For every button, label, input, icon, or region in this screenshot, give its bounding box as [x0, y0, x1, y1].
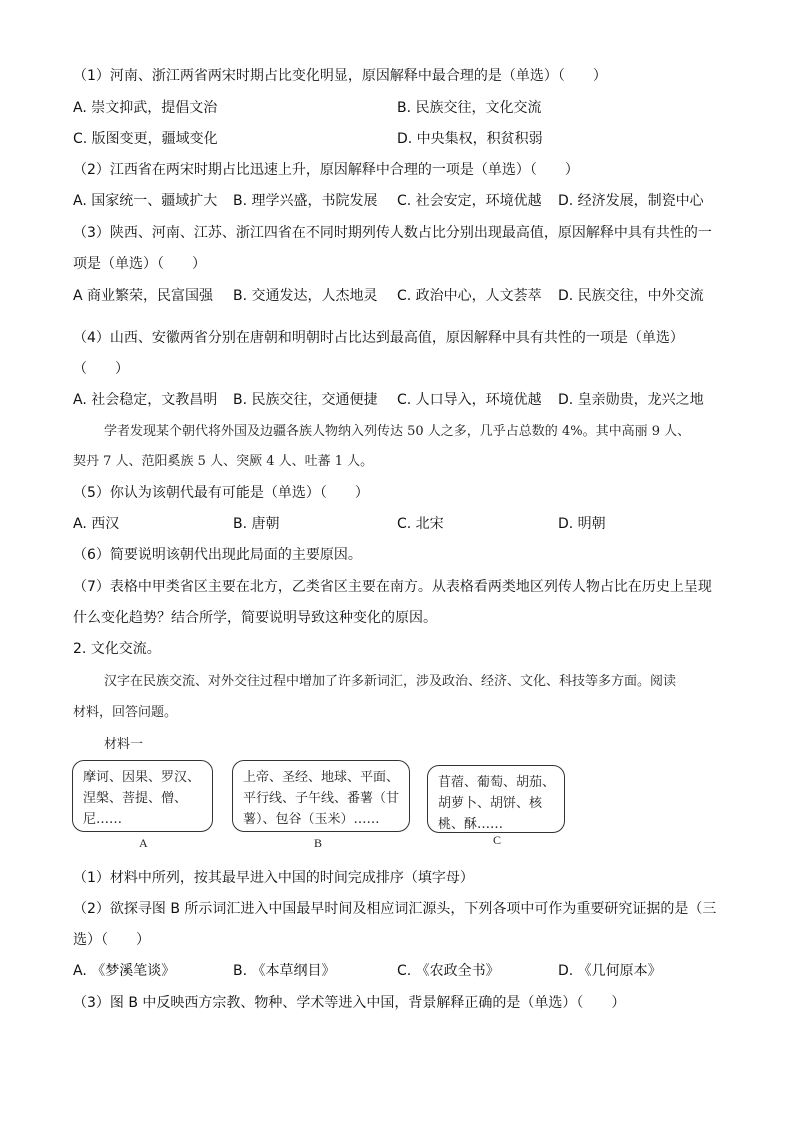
section-2-heading: 2. 文化交流。 — [73, 641, 161, 657]
box-line: 苜蓿、葡萄、胡茄、 — [438, 775, 556, 790]
question-1-4-line1: （4）山西、安徽两省分别在唐朝和明朝时占比达到最高值，原因解释中具有共性的一项是（单选） — [73, 330, 684, 346]
intro-text-line1: 汉字在民族交流、对外交往过程中增加了许多新词汇，涉及政治、经济、文化、科技等多方面。阅读 — [104, 674, 677, 689]
question-1-5: （5）你认为该朝代最有可能是（单选）（ ） — [73, 485, 369, 501]
option-a: A. 国家统一、疆域扩大 — [73, 193, 218, 209]
material-label: 材料一 — [104, 737, 144, 752]
box-line: 胡萝卜、胡饼、核 — [438, 796, 543, 811]
vocab-box-b — [232, 760, 410, 832]
box-line: 桃、酥…… — [438, 817, 504, 832]
option-c: C. 政治中心，人文荟萃 — [397, 288, 542, 304]
option-d: D. 《几何原本》 — [558, 963, 662, 979]
option-a: A. 《梦溪笔谈》 — [73, 963, 176, 979]
box-caption-c: C — [493, 833, 502, 847]
option-d: D. 中央集权，积贫积弱 — [397, 131, 543, 147]
option-d: D. 经济发展，制瓷中心 — [558, 193, 704, 209]
question-1-3-line2: 项是（单选）（ ） — [73, 256, 206, 272]
option-b: B. 民族交往，文化交流 — [397, 100, 542, 116]
question-1-4-line2: （ ） — [73, 361, 129, 377]
option-b: B. 民族交往，交通便捷 — [233, 392, 378, 408]
option-b: B. 唐朝 — [233, 516, 280, 532]
material-text-line2: 契丹 7 人、范阳奚族 5 人、突厥 4 人、吐蕃 1 人。 — [73, 454, 374, 469]
option-b: B. 理学兴盛，书院发展 — [233, 193, 378, 209]
box-caption-a: A — [139, 836, 148, 850]
option-c: C. 版图变更，疆域变化 — [73, 131, 218, 147]
box-line: 平行线、子午线、番薯（甘 — [243, 791, 400, 806]
option-d: D. 皇亲勋贵，龙兴之地 — [558, 392, 704, 408]
option-d: D. 明朝 — [558, 516, 606, 532]
option-b: B. 《本草纲目》 — [233, 963, 336, 979]
question-2-3: （3）图 B 中反映西方宗教、物种、学术等进入中国，背景解释正确的是（单选）（ ） — [73, 995, 626, 1011]
question-2-2-line1: （2）欲探寻图 B 所示词汇进入中国最早时间及相应词汇源头，下列各项中可作为重要研究证据的是（三 — [73, 901, 717, 917]
box-line: 上帝、圣经、地球、平面、 — [243, 770, 400, 785]
question-2-1: （1）材料中所列，按其最早进入中国的时间完成排序（填字母） — [73, 870, 474, 886]
box-line: 摩诃、因果、罗汉、 — [83, 770, 201, 785]
box-caption-b: B — [314, 836, 323, 850]
question-1-3-line1: （3）陕西、河南、江苏、浙江四省在不同时期列传人数占比分别出现最高值，原因解释中具有共性的一 — [73, 225, 712, 241]
question-1-7-line1: （7）表格中甲类省区主要在北方，乙类省区主要在南方。从表格看两类地区列传人物占比在历史上呈现 — [73, 579, 712, 595]
option-a: A. 社会稳定，文教昌明 — [73, 392, 218, 408]
vocab-box-c — [427, 765, 565, 833]
question-1-1: （1）河南、浙江两省两宋时期占比变化明显，原因解释中最合理的是（单选）（ ） — [73, 68, 607, 84]
box-line: 尼…… — [83, 812, 123, 827]
option-c: C. 社会安定，环境优越 — [397, 193, 542, 209]
question-2-2-line2: 选）（ ） — [73, 932, 150, 948]
vocab-box-a — [72, 760, 213, 832]
option-a: A. 西汉 — [73, 516, 120, 532]
material-text-line1: 学者发现某个朝代将外国及边疆各族人物纳入列传达 50 人之多，几乎占总数的 4%。其中高丽 9 人、 — [104, 424, 691, 439]
box-line: 涅槃、菩提、僧、 — [83, 791, 188, 806]
question-1-7-line2: 什么变化趋势？结合所学，简要说明导致这种变化的原因。 — [73, 610, 437, 626]
question-1-6: （6）简要说明该朝代出现此局面的主要原因。 — [73, 547, 362, 563]
option-c: C. 《农政全书》 — [397, 963, 500, 979]
option-d: D. 民族交往，中外交流 — [558, 288, 704, 304]
question-1-2: （2）江西省在两宋时期占比迅速上升，原因解释中合理的一项是（单选）（ ） — [73, 162, 579, 178]
option-a: A. 崇文抑武，提倡文治 — [73, 100, 218, 116]
intro-text-line2: 材料，回答问题。 — [73, 705, 178, 720]
option-c: C. 人口导入，环境优越 — [397, 392, 542, 408]
option-b: B. 交通发达，人杰地灵 — [233, 288, 378, 304]
box-line: 薯）、包谷（玉米）…… — [243, 812, 380, 827]
option-c: C. 北宋 — [397, 516, 444, 532]
option-a: A 商业繁荣，民富国强 — [73, 288, 214, 304]
